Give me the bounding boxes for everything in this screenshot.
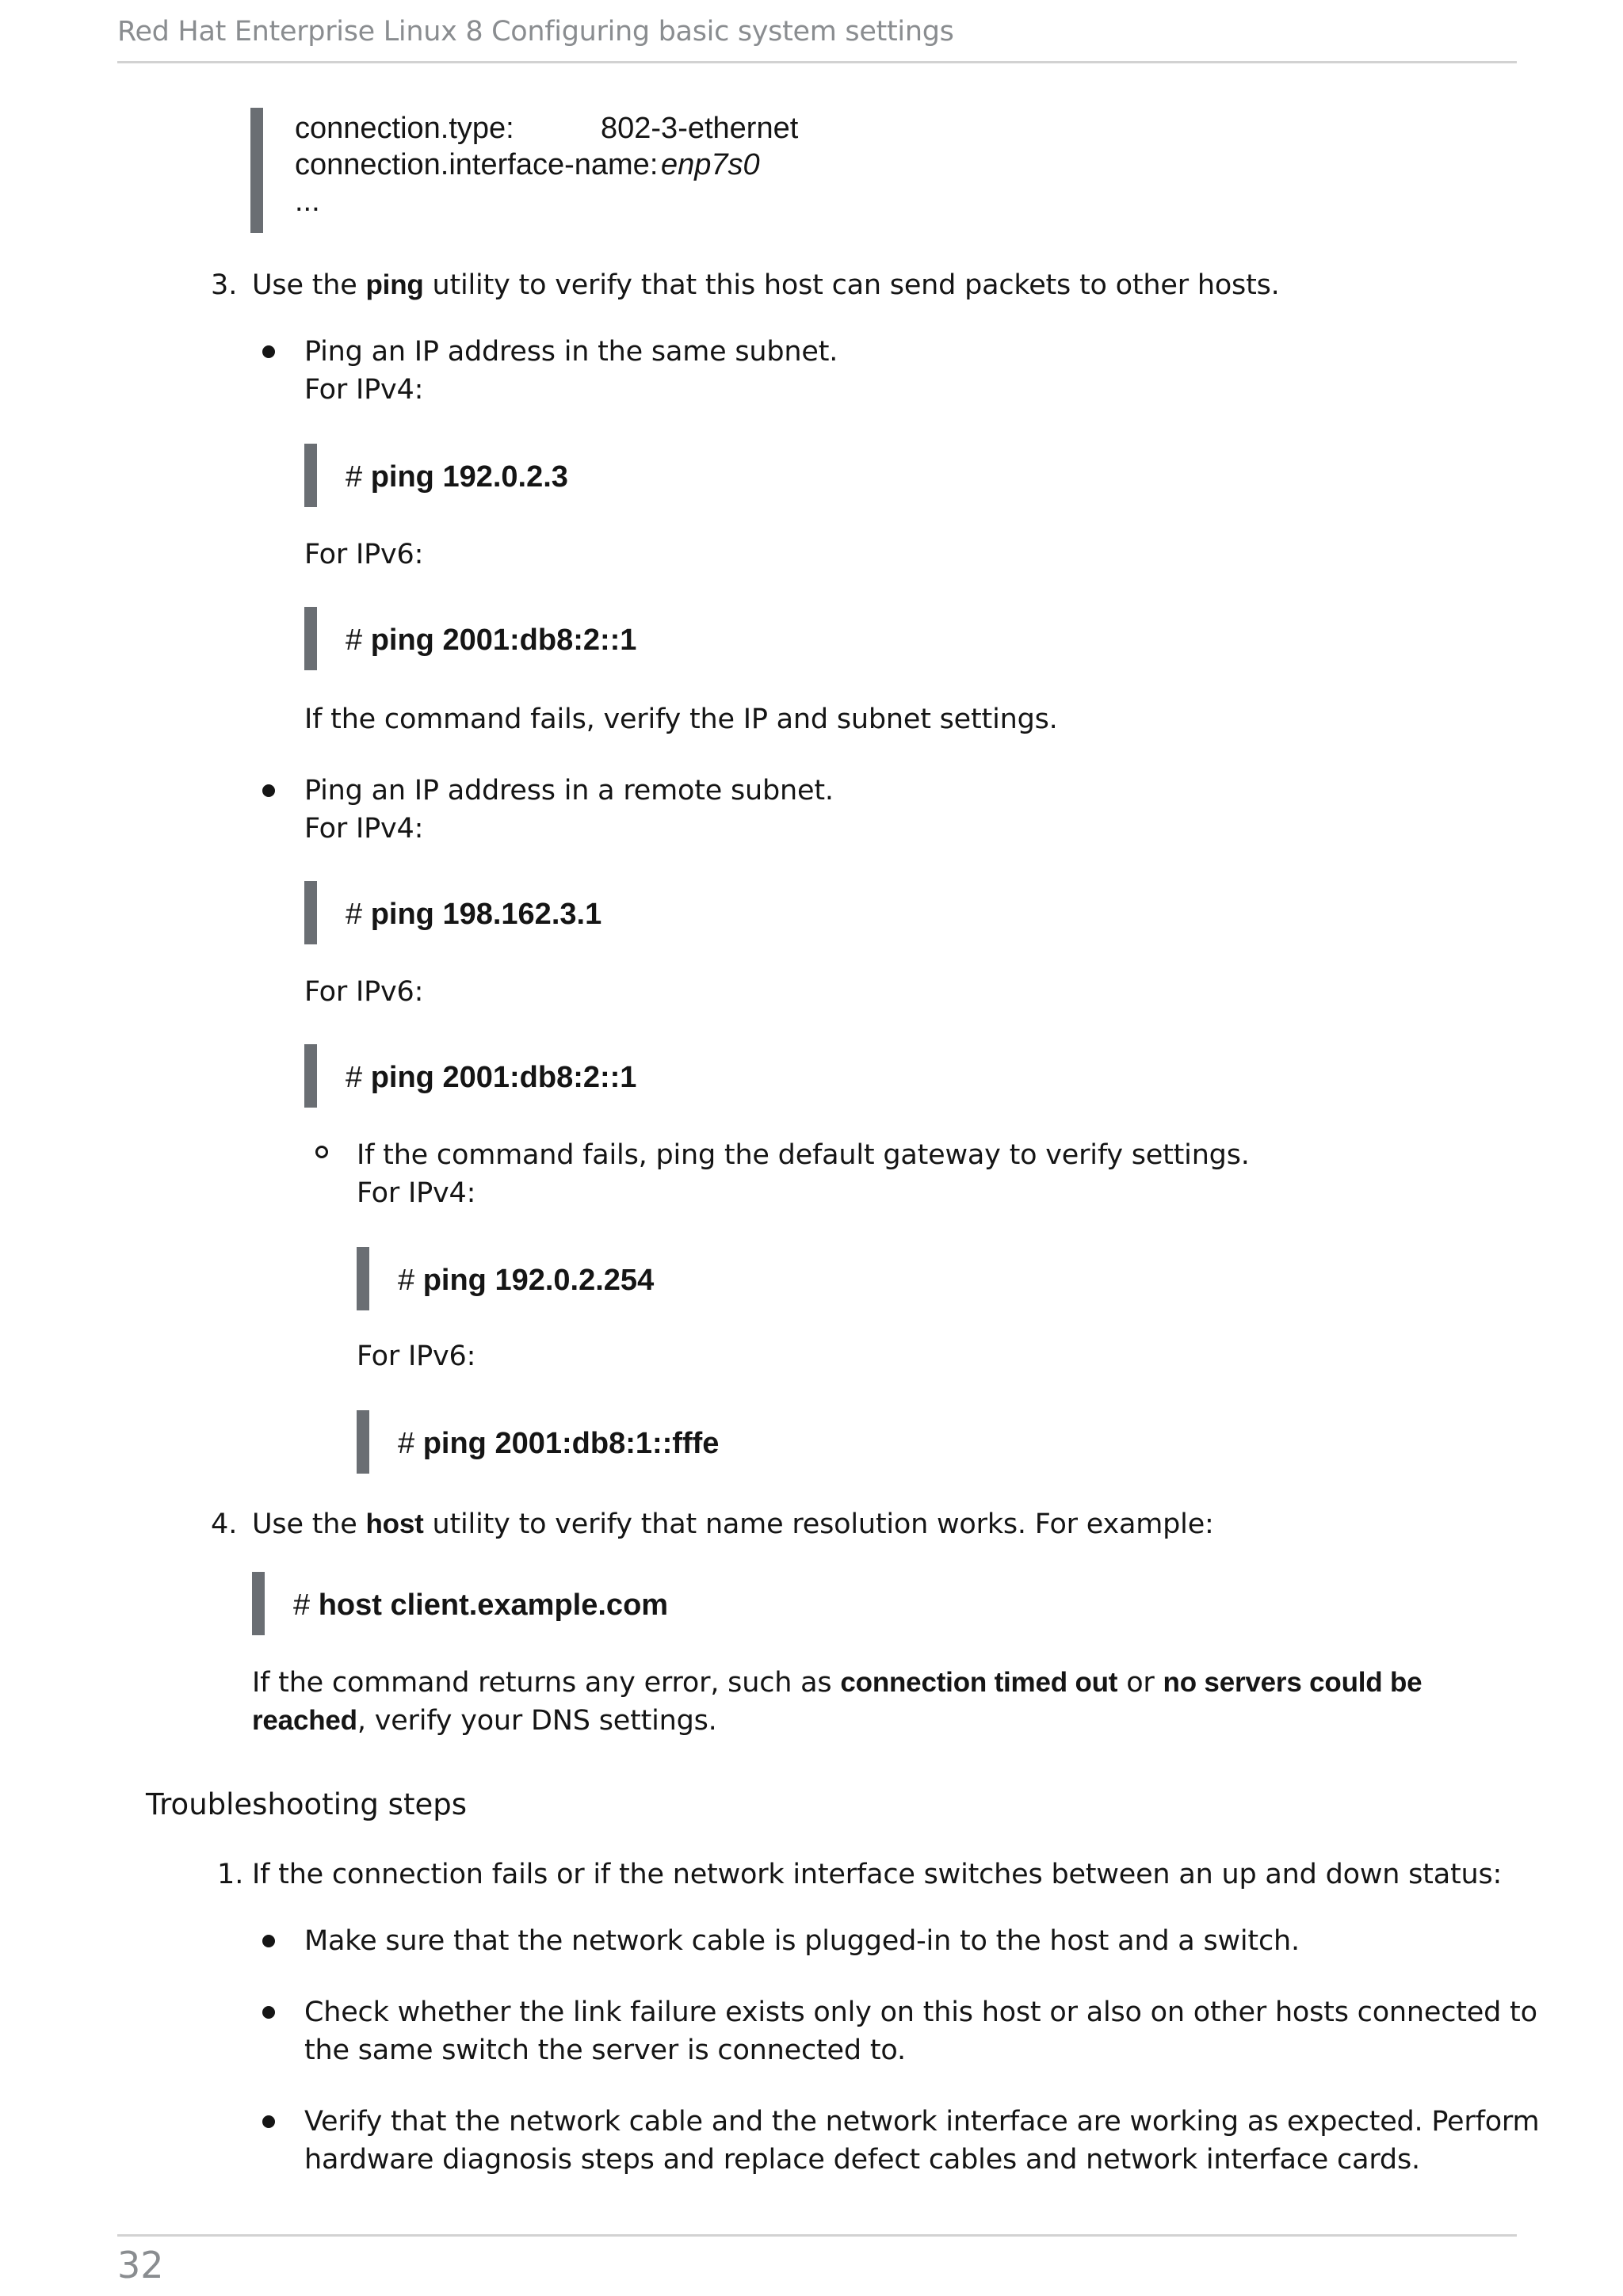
bullet-text-cont: the same switch the server is connected to. — [304, 2035, 906, 2066]
step-number: 4. — [211, 1508, 238, 1540]
code-line — [295, 109, 514, 147]
bullet-text-cont: hardware diagnosis steps and replace defect cables and network interface cards. — [304, 2144, 1420, 2176]
bullet-text: Ping an IP address in a remote subnet. — [304, 775, 834, 807]
ipv6-label: For IPv6: — [304, 976, 424, 1008]
page-number: 32 — [117, 2244, 164, 2286]
code-command: # ping 2001:db8:2::1 — [346, 1061, 637, 1094]
dns-note-line2: reached, verify your DNS settings. — [252, 1705, 717, 1737]
code-command: # ping 2001:db8:1::fffe — [398, 1427, 720, 1460]
code-command: # ping 192.0.2.254 — [398, 1264, 655, 1297]
sub-bullet — [315, 1146, 328, 1158]
code-command: # ping 2001:db8:2::1 — [346, 624, 637, 657]
ipv6-label: For IPv6: — [304, 539, 424, 570]
bullet-text: Verify that the network cable and the network interface are working as expected. Perform — [304, 2106, 1540, 2138]
step-text: If the connection fails or if the network interface switches between an up and down status: — [252, 1859, 1503, 1890]
code-key: connection.interface-name: — [295, 148, 659, 181]
code-ellipsis: ... — [295, 185, 320, 218]
code-block-bar — [304, 1044, 317, 1108]
bullet — [262, 345, 275, 358]
code-value: 802-3-ethernet — [601, 112, 799, 145]
bullet-text: Ping an IP address in the same subnet. — [304, 336, 838, 368]
bullet-text: Check whether the link failure exists only on this host or also on other hosts connected to — [304, 1997, 1537, 2028]
bullet-text: Make sure that the network cable is plugged-in to the host and a switch. — [304, 1925, 1300, 1957]
footer-rule — [117, 2234, 1517, 2237]
step-text: Use the host utility to verify that name resolution works. For example: — [252, 1508, 1214, 1540]
sub-bullet-text: If the command fails, ping the default gateway to verify settings. — [357, 1139, 1250, 1171]
code-key: connection.type: — [295, 112, 514, 145]
command-name: host — [365, 1508, 424, 1539]
bullet — [262, 2006, 275, 2019]
bullet — [262, 2115, 275, 2128]
step-number: 1. — [217, 1859, 244, 1890]
dns-note-line1: If the command returns any error, such as connection timed out or no servers could be — [252, 1667, 1423, 1699]
ipv6-label: For IPv6: — [357, 1341, 476, 1372]
ipv4-label: For IPv4: — [304, 813, 424, 845]
bullet — [262, 1935, 275, 1947]
fail-note: If the command fails, verify the IP and subnet settings. — [304, 704, 1058, 735]
command-name: ping — [365, 269, 424, 300]
code-block-bar — [250, 108, 263, 233]
code-command: # host client.example.com — [293, 1589, 669, 1622]
running-header: Red Hat Enterprise Linux 8 Configuring basic system settings — [117, 16, 954, 48]
code-block-bar — [252, 1572, 265, 1635]
code-value: enp7s0 — [661, 148, 760, 181]
code-block-bar — [304, 607, 317, 670]
code-command: # ping 192.0.2.3 — [346, 460, 568, 494]
code-block-bar — [357, 1247, 369, 1310]
code-block-bar — [304, 881, 317, 944]
ipv4-label: For IPv4: — [304, 374, 424, 406]
ipv4-label: For IPv4: — [357, 1177, 476, 1209]
code-command: # ping 198.162.3.1 — [346, 898, 602, 931]
code-block-bar — [304, 444, 317, 507]
code-block-bar — [357, 1410, 369, 1474]
header-rule — [117, 61, 1517, 63]
step-text: Use the ping utility to verify that this host can send packets to other hosts. — [252, 269, 1280, 301]
section-heading: Troubleshooting steps — [146, 1787, 467, 1821]
bullet — [262, 784, 275, 797]
step-number: 3. — [211, 269, 238, 301]
